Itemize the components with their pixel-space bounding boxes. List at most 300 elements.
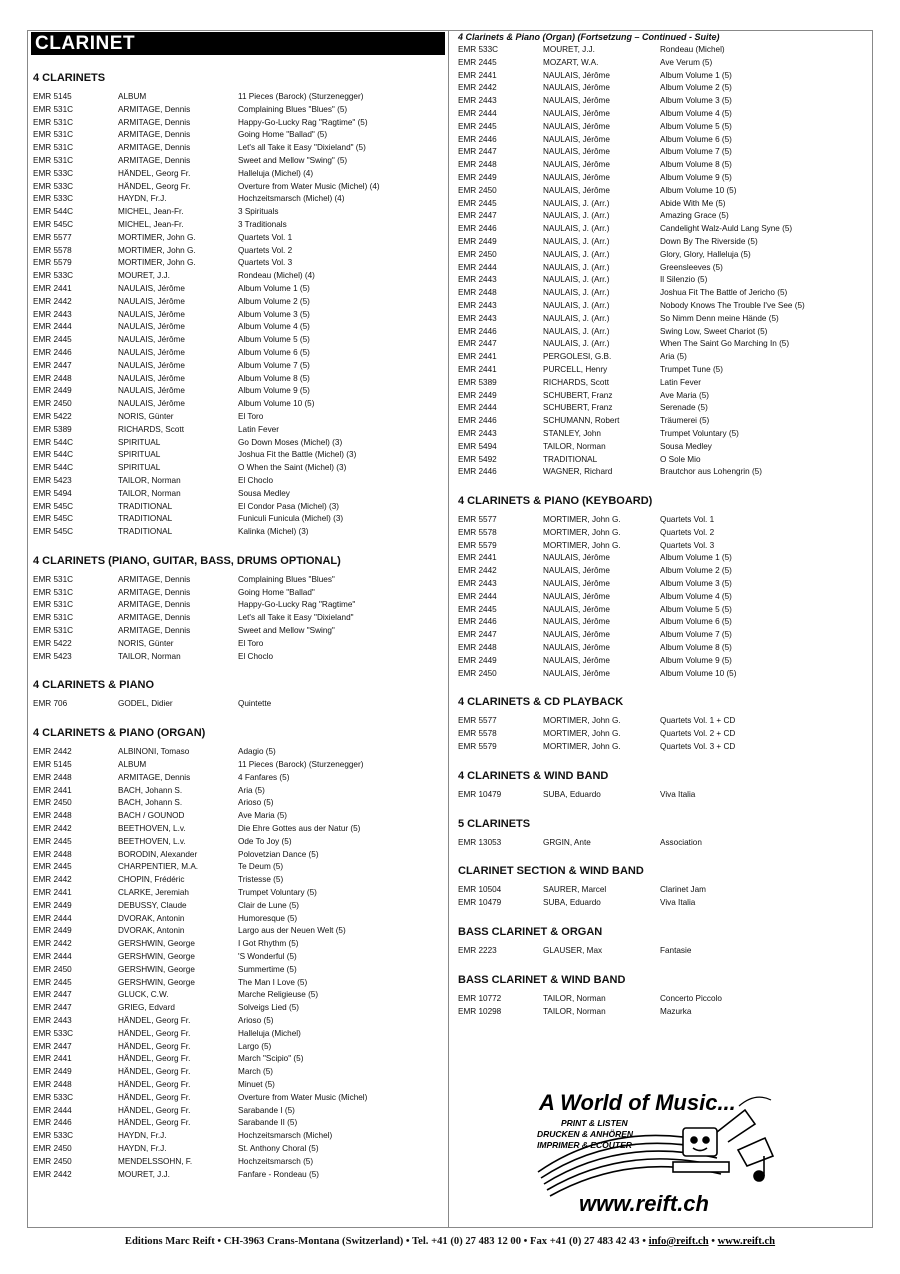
catalog-number: EMR 533C	[33, 1028, 74, 1038]
composer-name: CLARKE, Jeremiah	[118, 888, 189, 898]
catalog-number: EMR 5145	[33, 92, 72, 101]
catalog-row	[456, 642, 872, 655]
catalog-number: EMR 2450	[33, 964, 72, 974]
work-title: 'S Wonderful (5)	[238, 952, 297, 962]
catalog-row	[456, 415, 872, 428]
work-title: Album Volume 4 (5)	[660, 108, 732, 118]
composer-name: HÄNDEL, Georg Fr.	[118, 1054, 191, 1064]
catalog-row	[31, 977, 445, 990]
catalog-number: EMR 533C	[33, 181, 74, 191]
catalog-number: EMR 5577	[458, 515, 497, 525]
composer-name: HÄNDEL, Georg Fr.	[118, 168, 191, 178]
catalog-section	[456, 769, 872, 802]
composer-name: HÄNDEL, Georg Fr.	[118, 1016, 191, 1025]
composer-name: ARMITAGE, Dennis	[118, 155, 191, 165]
catalog-row	[456, 527, 872, 540]
work-title: Largo aus der Neuen Welt (5)	[238, 926, 346, 936]
catalog-row	[456, 655, 872, 668]
composer-name: GERSHWIN, George	[118, 952, 195, 962]
logo-headline: A World of Music...	[539, 1090, 736, 1115]
catalog-row	[31, 746, 445, 759]
catalog-row	[456, 223, 872, 236]
work-title: Let's all Take it Easy "Dixieland" (5)	[238, 143, 366, 153]
work-title: El Choclo	[238, 475, 274, 485]
work-title: When The Saint Go Marching In (5)	[660, 339, 790, 349]
composer-name: NAULAIS, J. (Arr.)	[543, 339, 610, 349]
composer-name: NAULAIS, J. (Arr.)	[543, 249, 610, 259]
work-title: Ave Verum (5)	[660, 57, 713, 67]
catalog-row	[31, 938, 445, 951]
section-heading: 4 CLARINETS & PIANO (ORGAN)	[33, 727, 206, 740]
work-title: Il Silenzio (5)	[660, 275, 708, 285]
work-title: Complaining Blues "Blues" (5)	[238, 104, 348, 114]
catalog-row	[31, 142, 445, 155]
work-title: Trumpet Voluntary (5)	[660, 428, 739, 438]
catalog-number: EMR 5578	[458, 527, 497, 537]
composer-name: HAYDN, Fr.J.	[118, 194, 167, 204]
composer-name: SPIRITUAL	[118, 450, 161, 460]
composer-name: ARMITAGE, Dennis	[118, 117, 191, 127]
catalog-row	[31, 810, 445, 823]
catalog-row	[31, 772, 445, 785]
catalog-number: EMR 531C	[33, 155, 74, 165]
composer-name: NAULAIS, Jérôme	[543, 630, 610, 640]
logo-url[interactable]: www.reift.ch	[579, 1191, 709, 1216]
catalog-row	[31, 321, 445, 334]
catalog-row	[31, 257, 445, 270]
catalog-number: EMR 2442	[33, 939, 72, 949]
catalog-number: EMR 2441	[458, 364, 497, 374]
catalog-row	[456, 993, 872, 1006]
catalog-number: EMR 2442	[33, 1169, 72, 1179]
work-title: Album Volume 7 (5)	[660, 147, 732, 157]
work-title: Happy-Go-Lucky Rag "Ragtime"	[238, 600, 356, 610]
catalog-row	[31, 1143, 445, 1156]
catalog-row	[456, 552, 872, 565]
work-title: Clair de Lune (5)	[238, 900, 299, 910]
catalog-row	[31, 1015, 445, 1028]
catalog-number: EMR 2445	[33, 836, 72, 846]
catalog-row	[456, 1006, 872, 1019]
work-title: Brautchor aus Lohengrin (5)	[660, 467, 762, 477]
catalog-number: EMR 2450	[458, 668, 497, 678]
catalog-row	[31, 1041, 445, 1054]
catalog-number: EMR 10479	[458, 789, 502, 799]
catalog-row	[31, 599, 445, 612]
composer-name: NORIS, Günter	[118, 411, 174, 421]
catalog-number: EMR 545C	[33, 501, 74, 511]
catalog-number: EMR 544C	[33, 207, 74, 217]
catalog-row	[31, 587, 445, 600]
catalog-number: EMR 2441	[458, 70, 497, 80]
catalog-number: EMR 5579	[458, 540, 497, 550]
work-title: Polovetzian Dance (5)	[238, 849, 319, 859]
catalog-number: EMR 2447	[458, 630, 497, 640]
composer-name: ARMITAGE, Dennis	[118, 613, 191, 623]
work-title: Complaining Blues "Blues"	[238, 574, 335, 584]
composer-name: MORTIMER, John G.	[118, 258, 196, 268]
composer-name: SAURER, Marcel	[543, 885, 607, 895]
composer-name: SUBA, Eduardo	[543, 898, 601, 908]
work-title: The Man I Love (5)	[238, 977, 308, 987]
work-title: Album Volume 7 (5)	[238, 360, 310, 370]
catalog-number: EMR 2450	[33, 1156, 72, 1166]
work-title: Going Home "Ballad"	[238, 587, 315, 597]
work-title: Album Volume 7 (5)	[660, 630, 732, 640]
catalog-number: EMR 2443	[458, 275, 497, 285]
composer-name: BACH, Johann S.	[118, 785, 183, 795]
composer-name: ARMITAGE, Dennis	[118, 104, 191, 114]
catalog-number: EMR 533C	[458, 45, 499, 54]
work-title: Rondeau (Michel) (4)	[238, 271, 315, 281]
catalog-row	[31, 1130, 445, 1143]
catalog-row	[456, 338, 872, 351]
work-title: Tristesse (5)	[238, 875, 284, 885]
work-title: Aria (5)	[238, 785, 265, 795]
catalog-number: EMR 2448	[33, 811, 72, 821]
catalog-number: EMR 2442	[33, 747, 72, 757]
catalog-number: EMR 2443	[458, 579, 497, 589]
catalog-number: EMR 2447	[458, 147, 497, 157]
work-title: Hochzeitsmarsch (5)	[238, 1156, 314, 1166]
catalog-number: EMR 2446	[458, 134, 497, 144]
work-title: Amazing Grace (5)	[660, 211, 729, 221]
work-title: Album Volume 8 (5)	[238, 373, 310, 383]
footer-separator: •	[708, 1236, 718, 1247]
composer-name: NAULAIS, Jérôme	[118, 373, 185, 383]
catalog-number: EMR 2442	[458, 83, 497, 93]
composer-name: BORODIN, Alexander	[118, 849, 198, 859]
catalog-number: EMR 10772	[458, 993, 502, 1003]
catalog-number: EMR 2442	[33, 824, 72, 834]
composer-name: NAULAIS, Jérôme	[118, 322, 185, 332]
catalog-number: EMR 2444	[458, 108, 497, 118]
catalog-number: EMR 2442	[458, 566, 497, 576]
catalog-row	[456, 402, 872, 415]
composer-name: MOURET, J.J.	[118, 1169, 170, 1179]
catalog-row	[31, 1002, 445, 1015]
catalog-row	[31, 449, 445, 462]
work-title: Trumpet Tune (5)	[660, 364, 723, 374]
catalog-row	[456, 441, 872, 454]
composer-name: BEETHOVEN, L.v.	[118, 836, 186, 846]
catalog-number: EMR 2441	[33, 283, 72, 293]
composer-name: ALBUM	[118, 92, 147, 101]
composer-name: ALBINONI, Tomaso	[118, 747, 190, 757]
catalog-number: EMR 2449	[33, 926, 72, 936]
composer-name: ARMITAGE, Dennis	[118, 130, 191, 140]
catalog-section	[31, 554, 445, 664]
composer-name: SCHUMANN, Robert	[543, 416, 620, 426]
composer-name: MORTIMER, John G.	[543, 527, 621, 537]
catalog-number: EMR 2449	[458, 390, 497, 400]
catalog-number: EMR 2444	[458, 591, 497, 601]
composer-name: MICHEL, Jean-Fr.	[118, 219, 184, 229]
catalog-row	[456, 591, 872, 604]
composer-name: GODEL, Didier	[118, 699, 173, 709]
composer-name: HÄNDEL, Georg Fr.	[118, 181, 191, 191]
composer-name: MORTIMER, John G.	[543, 742, 621, 752]
work-title: Swing Low, Sweet Chariot (5)	[660, 326, 768, 336]
work-title: Sousa Medley	[238, 488, 290, 498]
composer-name: HÄNDEL, Georg Fr.	[118, 1118, 191, 1128]
catalog-row	[456, 210, 872, 223]
work-title: Ode To Joy (5)	[238, 836, 292, 846]
work-title: Träumerei (5)	[660, 416, 710, 426]
catalog-number: EMR 2442	[33, 296, 72, 306]
catalog-number: EMR 2448	[33, 772, 72, 782]
catalog-row	[456, 300, 872, 313]
catalog-number: EMR 2444	[458, 262, 497, 272]
catalog-row	[456, 146, 872, 159]
section-heading: 5 CLARINETS	[458, 817, 531, 830]
composer-name: CHOPIN, Frédéric	[118, 875, 185, 885]
composer-name: PURCELL, Henry	[543, 364, 608, 374]
catalog-row	[31, 309, 445, 322]
catalog-number: EMR 2450	[33, 798, 72, 808]
work-title: Happy-Go-Lucky Rag "Ragtime" (5)	[238, 117, 368, 127]
catalog-number: EMR 531C	[33, 574, 74, 584]
work-title: 3 Spirituals	[238, 207, 279, 217]
composer-name: DVORAK, Antonin	[118, 926, 185, 936]
catalog-number: EMR 2447	[458, 339, 497, 349]
composer-name: NAULAIS, J. (Arr.)	[543, 326, 610, 336]
footer	[0, 1236, 900, 1247]
work-title: Quintette	[238, 699, 272, 709]
composer-name: MORTIMER, John G.	[543, 729, 621, 739]
composer-name: ARMITAGE, Dennis	[118, 600, 191, 610]
catalog-number: EMR 2450	[458, 249, 497, 259]
composer-name: NAULAIS, Jérôme	[118, 399, 185, 409]
work-title: Summertime (5)	[238, 964, 297, 974]
composer-name: NAULAIS, Jérôme	[118, 335, 185, 345]
work-title: Hochzeitsmarsch (Michel)	[238, 1131, 333, 1141]
work-title: Trumpet Voluntary (5)	[238, 888, 317, 898]
catalog-number: EMR 5577	[458, 716, 497, 726]
section-heading: 4 CLARINETS	[33, 72, 106, 84]
catalog-number: EMR 2441	[33, 888, 72, 898]
composer-name: GLUCK, C.W.	[118, 990, 169, 1000]
catalog-row	[31, 698, 445, 711]
catalog-row	[456, 95, 872, 108]
catalog-row	[31, 625, 445, 638]
catalog-row	[456, 668, 872, 681]
catalog-section	[456, 817, 872, 850]
catalog-row	[31, 475, 445, 488]
composer-name: TAILOR, Norman	[543, 993, 606, 1003]
work-title: Serenade (5)	[660, 403, 708, 413]
composer-name: PERGOLESI, G.B.	[543, 352, 612, 362]
catalog-number: EMR 2446	[33, 1118, 72, 1128]
composer-name: NAULAIS, Jérôme	[543, 655, 610, 665]
catalog-row	[456, 134, 872, 147]
work-title: Sweet and Mellow "Swing" (5)	[238, 155, 348, 165]
catalog-row	[456, 262, 872, 275]
work-title: Quartets Vol. 1	[238, 232, 293, 242]
composer-name: NAULAIS, Jérôme	[543, 604, 610, 614]
catalog-row	[31, 989, 445, 1002]
composer-name: TRADITIONAL	[118, 527, 173, 537]
work-title: Quartets Vol. 2 + CD	[660, 729, 736, 739]
catalog-number: EMR 531C	[33, 600, 74, 610]
work-title: Album Volume 4 (5)	[660, 591, 732, 601]
catalog-number: EMR 2446	[458, 467, 497, 477]
catalog-row	[31, 1156, 445, 1169]
catalog-number: EMR 2447	[33, 1003, 72, 1013]
catalog-row	[31, 347, 445, 360]
section-heading: 4 CLARINETS & CD PLAYBACK	[458, 696, 624, 709]
composer-name: TAILOR, Norman	[118, 488, 181, 498]
catalog-row	[456, 159, 872, 172]
composer-name: NAULAIS, Jérôme	[543, 566, 610, 576]
work-title: Sousa Medley	[660, 441, 712, 451]
work-title: Sarabande I (5)	[238, 1105, 295, 1115]
composer-name: ARMITAGE, Dennis	[118, 587, 191, 597]
composer-name: MOZART, W.A.	[543, 57, 599, 67]
work-title: Going Home "Ballad" (5)	[238, 130, 328, 140]
work-title: Quartets Vol. 1 + CD	[660, 716, 736, 726]
catalog-row	[456, 616, 872, 629]
composer-name: NAULAIS, Jérôme	[543, 160, 610, 170]
work-title: El Condor Pasa (Michel) (3)	[238, 501, 340, 511]
composer-name: GRIEG, Edvard	[118, 1003, 175, 1013]
footer-website-link[interactable]: www.reift.ch	[717, 1236, 776, 1247]
a-world-of-music-logo[interactable]	[533, 1080, 793, 1218]
left-sections	[31, 71, 445, 1181]
catalog-number: EMR 10479	[458, 898, 502, 908]
catalog-number: EMR 533C	[33, 194, 74, 204]
catalog-number: EMR 2445	[458, 198, 497, 208]
catalog-number: EMR 533C	[33, 1092, 74, 1102]
catalog-row	[31, 612, 445, 625]
work-title: 11 Pieces (Barock) (Sturzenegger)	[238, 92, 364, 101]
composer-name: SUBA, Eduardo	[543, 789, 601, 799]
composer-name: NAULAIS, Jérôme	[118, 347, 185, 357]
composer-name: NAULAIS, Jérôme	[543, 70, 610, 80]
catalog-number: EMR 2448	[33, 1079, 72, 1089]
catalog-number: EMR 5579	[458, 742, 497, 752]
composer-name: TAILOR, Norman	[543, 441, 606, 451]
work-title: St. Anthony Choral (5)	[238, 1143, 319, 1153]
work-title: Joshua Fit The Battle of Jericho (5)	[660, 288, 788, 298]
catalog-number: EMR 2445	[33, 335, 72, 345]
catalog-row	[456, 837, 872, 850]
catalog-row	[31, 501, 445, 514]
catalog-number: EMR 2449	[33, 386, 72, 396]
work-title: Album Volume 8 (5)	[660, 643, 732, 653]
catalog-row	[456, 185, 872, 198]
catalog-row	[456, 390, 872, 403]
footer-email-link[interactable]: info@reift.ch	[648, 1236, 709, 1247]
composer-name: MOURET, J.J.	[543, 45, 595, 54]
work-title: El Toro	[238, 638, 264, 648]
composer-name: ARMITAGE, Dennis	[118, 772, 191, 782]
catalog-number: EMR 531C	[33, 613, 74, 623]
catalog-number: EMR 2444	[33, 952, 72, 962]
composer-name: NAULAIS, Jérôme	[543, 617, 610, 627]
composer-name: ARMITAGE, Dennis	[118, 626, 191, 636]
work-title: Overture from Water Music (Michel) (4)	[238, 181, 380, 191]
catalog-row	[456, 274, 872, 287]
catalog-row	[31, 219, 445, 232]
composer-name: BEETHOVEN, L.v.	[118, 824, 186, 834]
work-title: Latin Fever	[238, 424, 279, 434]
catalog-number: EMR 545C	[33, 219, 74, 229]
catalog-row	[31, 797, 445, 810]
composer-name: NAULAIS, J. (Arr.)	[543, 236, 610, 246]
composer-name: NAULAIS, Jérôme	[543, 643, 610, 653]
catalog-row	[31, 638, 445, 651]
composer-name: MORTIMER, John G.	[543, 515, 621, 525]
work-title: Ave Maria (5)	[238, 811, 287, 821]
work-title: So Nimm Denn meine Hände (5)	[660, 313, 779, 323]
catalog-row	[456, 884, 872, 897]
catalog-section	[31, 678, 445, 711]
composer-name: GERSHWIN, George	[118, 939, 195, 949]
work-title: Album Volume 5 (5)	[238, 335, 310, 345]
catalog-number: EMR 2446	[458, 224, 497, 234]
catalog-row	[31, 129, 445, 142]
composer-name: ARMITAGE, Dennis	[118, 143, 191, 153]
composer-name: SPIRITUAL	[118, 463, 161, 473]
composer-name: GLAUSER, Max	[543, 946, 603, 956]
catalog-row	[456, 454, 872, 467]
composer-name: NAULAIS, J. (Arr.)	[543, 198, 610, 208]
catalog-row	[31, 951, 445, 964]
catalog-row	[31, 526, 445, 539]
catalog-number: EMR 2447	[458, 211, 497, 221]
catalog-number: EMR 2444	[33, 913, 72, 923]
footer-address: Editions Marc Reift • CH-3963 Crans-Montana (Switzerland) • Tel. +41 (0) 27 483 12 00 • Fax +41 (0) 27 483 42 43 •	[124, 1236, 649, 1247]
work-title: Largo (5)	[238, 1041, 272, 1051]
catalog-number: EMR 531C	[33, 130, 74, 140]
composer-name: HÄNDEL, Georg Fr.	[118, 1105, 191, 1115]
work-title: Funiculi Funicula (Michel) (3)	[238, 514, 344, 524]
catalog-row	[31, 488, 445, 501]
catalog-row	[456, 466, 872, 479]
work-title: Album Volume 5 (5)	[660, 604, 732, 614]
composer-name: NAULAIS, Jérôme	[543, 591, 610, 601]
work-title: Album Volume 9 (5)	[238, 386, 310, 396]
catalog-row	[31, 398, 445, 411]
composer-name: NAULAIS, J. (Arr.)	[543, 288, 610, 298]
catalog-row	[456, 897, 872, 910]
work-title: Joshua Fit the Battle (Michel) (3)	[238, 450, 357, 460]
catalog-number: EMR 2445	[458, 604, 497, 614]
composer-name: GERSHWIN, George	[118, 977, 195, 987]
catalog-number: EMR 2446	[458, 617, 497, 627]
work-title: Halleluja (Michel) (4)	[238, 168, 314, 178]
work-title: Album Volume 1 (5)	[660, 70, 732, 80]
catalog-number: EMR 533C	[33, 168, 74, 178]
catalog-number: EMR 533C	[33, 1131, 74, 1141]
catalog-row	[31, 1105, 445, 1118]
catalog-section	[456, 32, 872, 479]
catalog-row	[31, 1053, 445, 1066]
work-title: Fanfare - Rondeau (5)	[238, 1169, 320, 1179]
composer-name: MORTIMER, John G.	[543, 540, 621, 550]
section-heading: BASS CLARINET & WIND BAND	[458, 973, 626, 986]
composer-name: NAULAIS, J. (Arr.)	[543, 262, 610, 272]
catalog-row	[31, 168, 445, 181]
work-title: Album Volume 2 (5)	[238, 296, 310, 306]
right-sections	[456, 32, 872, 1018]
catalog-row	[31, 283, 445, 296]
composer-name: TRADITIONAL	[543, 454, 598, 464]
work-title: Greensleeves (5)	[660, 262, 723, 272]
composer-name: NAULAIS, J. (Arr.)	[543, 313, 610, 323]
composer-name: HÄNDEL, Georg Fr.	[118, 1079, 191, 1089]
